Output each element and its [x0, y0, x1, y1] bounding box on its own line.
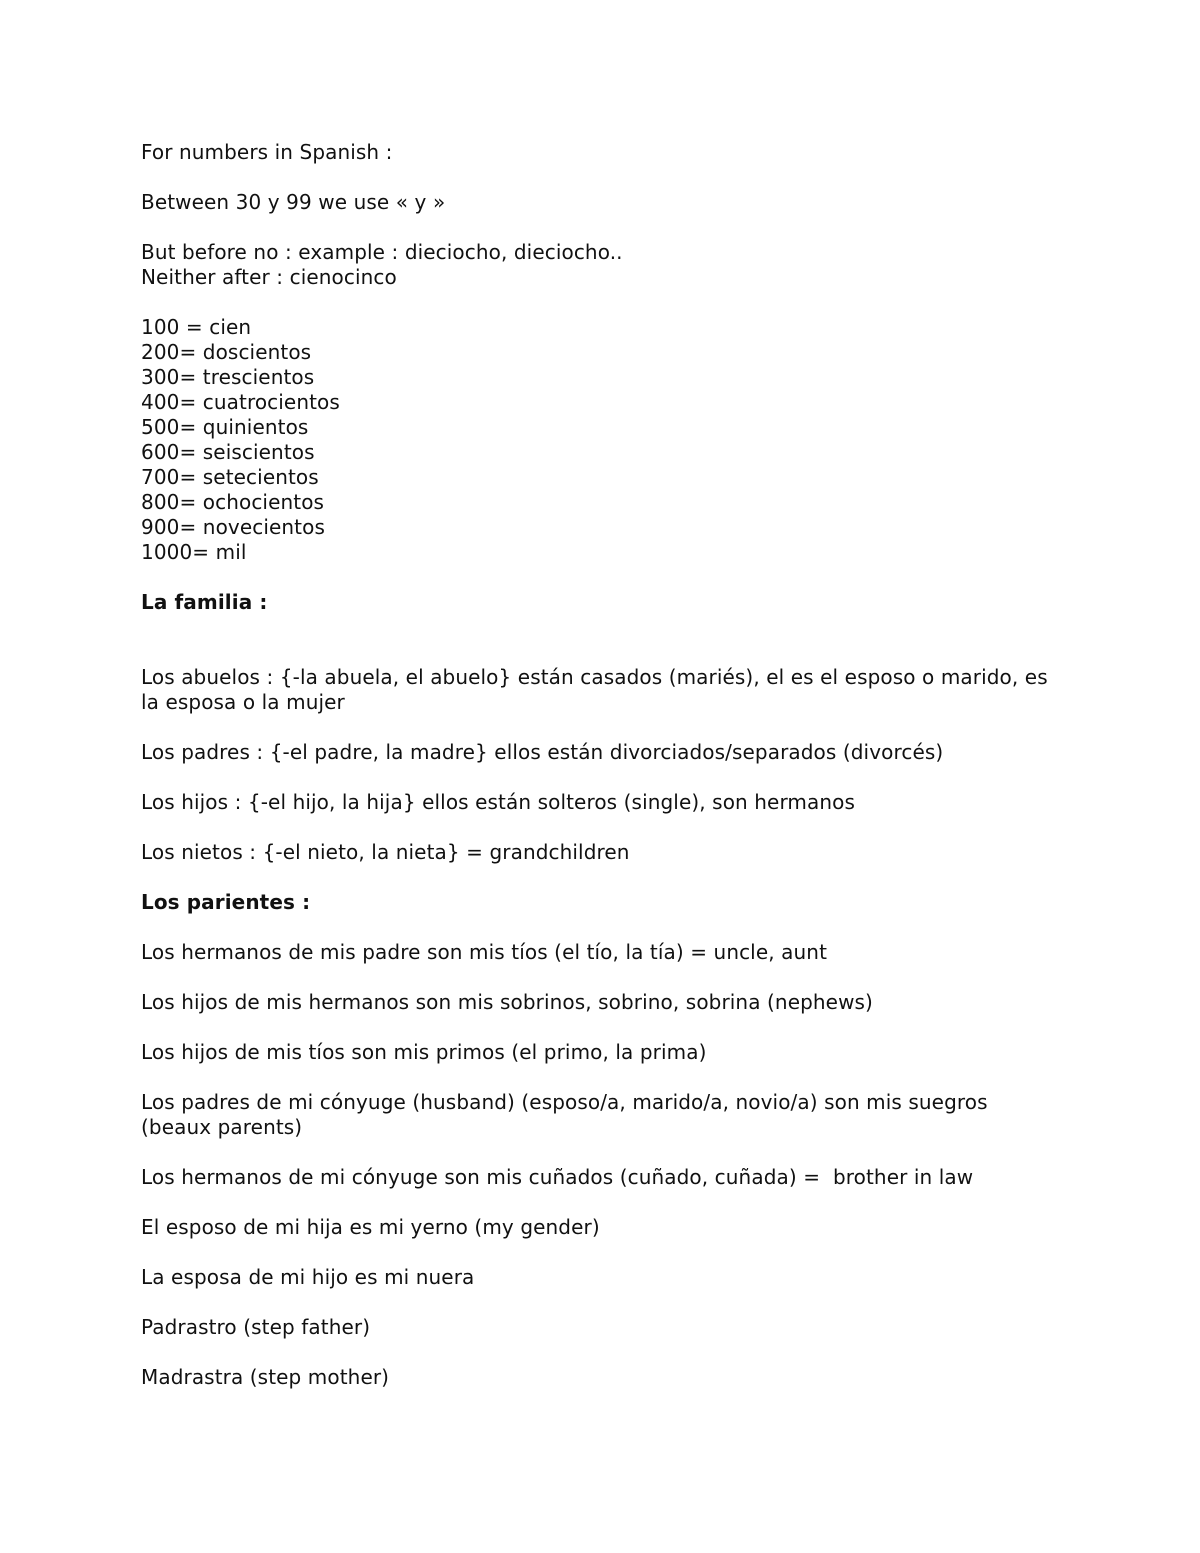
spacer: [141, 565, 1061, 590]
parientes-line: Los padres de mi cónyuge (husband) (esposo/a, marido/a, novio/a) son mis suegros (beaux parents): [141, 1090, 995, 1139]
padres-paragraph: Los padres : {-el padre, la madre} ellos están divorciados/separados (divorcés): [141, 740, 944, 764]
spacer: [141, 815, 1061, 840]
parientes-line: Los hermanos de mi cónyuge son mis cuñados (cuñado, cuñada) = brother in law: [141, 1165, 974, 1189]
number-item: 300= trescientos: [141, 365, 315, 389]
between-rule: Between 30 y 99 we use « y »: [141, 190, 446, 214]
spacer: [141, 1240, 1061, 1265]
spacer: [141, 290, 1061, 315]
numbers-title: For numbers in Spanish :: [141, 140, 393, 164]
hundreds-list: [141, 315, 1061, 565]
number-item: 500= quinientos: [141, 415, 309, 439]
number-item: 1000= mil: [141, 540, 247, 564]
parientes-line: Padrastro (step father): [141, 1315, 371, 1339]
number-item: 400= cuatrocientos: [141, 390, 340, 414]
parientes-line: Los hijos de mis tíos son mis primos (el primo, la prima): [141, 1040, 707, 1064]
parientes-line: Madrastra (step mother): [141, 1365, 390, 1389]
spacer: [141, 1340, 1061, 1365]
spacer: [141, 215, 1061, 240]
spacer: [141, 765, 1061, 790]
parientes-line: El esposo de mi hija es mi yerno (my gender): [141, 1215, 600, 1239]
number-item: 900= novecientos: [141, 515, 325, 539]
hijos-paragraph: Los hijos : {-el hijo, la hija} ellos están solteros (single), son hermanos: [141, 790, 855, 814]
number-item: 800= ochocientos: [141, 490, 325, 514]
familia-heading: La familia :: [141, 590, 268, 614]
nietos-paragraph: Los nietos : {-el nieto, la nieta} = grandchildren: [141, 840, 630, 864]
spacer: [141, 1140, 1061, 1165]
spacer: [141, 1290, 1061, 1315]
parientes-line: Los hermanos de mis padre son mis tíos (el tío, la tía) = uncle, aunt: [141, 940, 828, 964]
parientes-line: La esposa de mi hijo es mi nuera: [141, 1265, 475, 1289]
after-rule: Neither after : cienocinco: [141, 265, 397, 289]
parientes-line: Los hijos de mis hermanos son mis sobrinos, sobrino, sobrina (nephews): [141, 990, 873, 1014]
spacer: [141, 165, 1061, 190]
spacer: [141, 1190, 1061, 1215]
document-page: [141, 140, 1061, 1390]
spacer: [141, 915, 1061, 940]
parientes-heading: Los parientes :: [141, 890, 311, 914]
number-item: 600= seiscientos: [141, 440, 315, 464]
spacer: [141, 1065, 1061, 1090]
abuelos-paragraph: Los abuelos : {-la abuela, el abuelo} están casados (mariés), el es el esposo o marido, es la esposa o la mujer: [141, 665, 1055, 714]
number-item: 700= setecientos: [141, 465, 319, 489]
spacer: [141, 1015, 1061, 1040]
before-rule: But before no : example : dieciocho, dieciocho..: [141, 240, 623, 264]
spacer: [141, 965, 1061, 990]
spacer: [141, 615, 1061, 665]
spacer: [141, 865, 1061, 890]
number-item: 100 = cien: [141, 315, 252, 339]
spacer: [141, 715, 1061, 740]
number-item: 200= doscientos: [141, 340, 312, 364]
